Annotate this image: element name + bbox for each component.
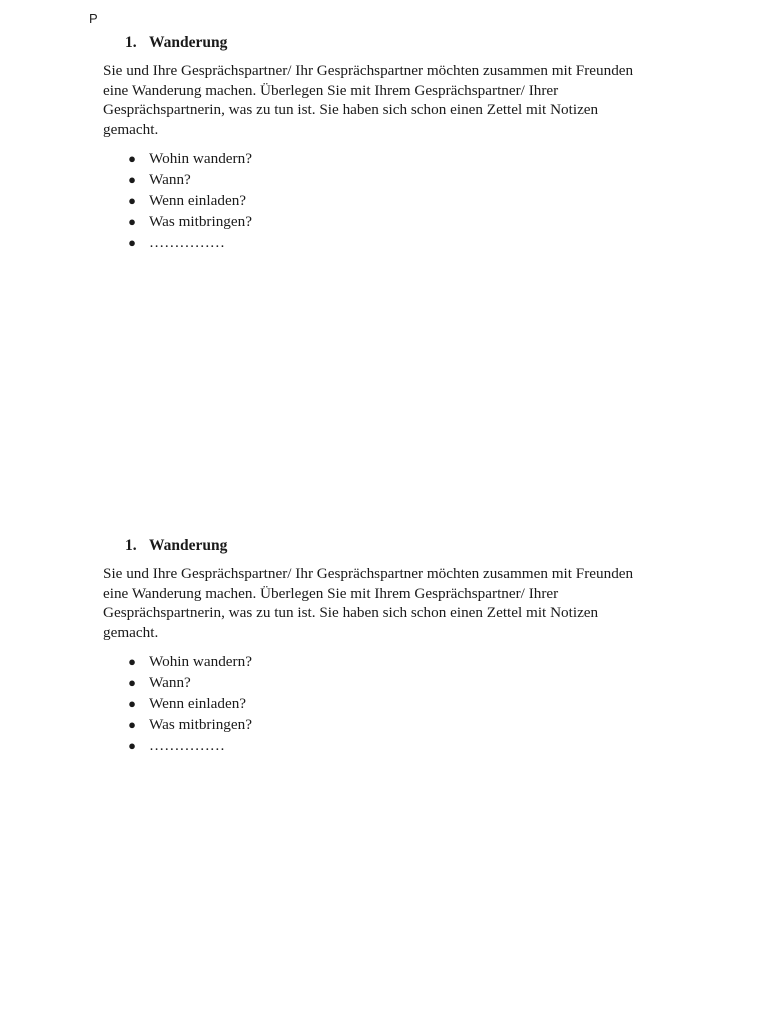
task-heading [125,33,703,52]
list-item [103,232,703,253]
note-text: …………… [149,737,225,755]
bullet-icon: ● [128,696,136,712]
bullet-icon: ● [128,654,136,670]
bullet-icon: ● [128,675,136,691]
list-item [103,714,703,735]
description-line: Sie und Ihre Gesprächspartner/ Ihr Gesprächspartner möchten zusammen mit Freunden [103,565,634,582]
list-item [103,148,703,169]
task-number: 1. [125,34,137,51]
list-item [103,735,703,756]
bullet-icon: ● [128,193,136,209]
note-text: Wenn einladen? [149,695,247,713]
description-line: gemacht. [103,120,159,138]
page-marker: P [89,11,98,26]
description-line: Gesprächspartnerin, was zu tun ist. Sie haben sich schon einen Zettel mit Notizen [103,604,599,622]
description-line: eine Wanderung machen. Überlegen Sie mit Ihrem Gesprächspartner/ Ihrer [103,584,559,602]
list-item [103,651,703,672]
note-text: Was mitbringen? [149,716,252,734]
description-line: Sie und Ihre Gesprächspartner/ Ihr Gesprächspartner möchten zusammen mit Freunden [103,62,634,79]
task-title: Wanderung [149,34,228,51]
task-description [103,61,703,139]
description-line: gemacht. [103,623,159,641]
task-number: 1. [125,537,137,554]
list-item [103,190,703,211]
note-text: Wenn einladen? [149,192,247,210]
list-item [103,169,703,190]
list-item [103,211,703,232]
bullet-icon: ● [128,151,136,167]
task-description [103,564,703,642]
task-heading [125,536,703,555]
description-line: Gesprächspartnerin, was zu tun ist. Sie haben sich schon einen Zettel mit Notizen [103,101,599,119]
note-text: Wohin wandern? [149,653,252,671]
bullet-icon: ● [128,738,136,754]
list-item [103,693,703,714]
bullet-icon: ● [128,214,136,230]
note-list [103,148,703,253]
note-text: Wann? [149,171,191,189]
bullet-icon: ● [128,717,136,733]
note-text: Wann? [149,674,191,692]
description-line: eine Wanderung machen. Überlegen Sie mit Ihrem Gesprächspartner/ Ihrer [103,81,559,99]
task-title: Wanderung [149,537,228,554]
bullet-icon: ● [128,172,136,188]
list-item [103,672,703,693]
note-text: …………… [149,234,225,252]
task-block [103,33,703,253]
bullet-icon: ● [128,235,136,251]
task-block [103,536,703,756]
note-text: Wohin wandern? [149,150,252,168]
note-list [103,651,703,756]
note-text: Was mitbringen? [149,213,252,231]
